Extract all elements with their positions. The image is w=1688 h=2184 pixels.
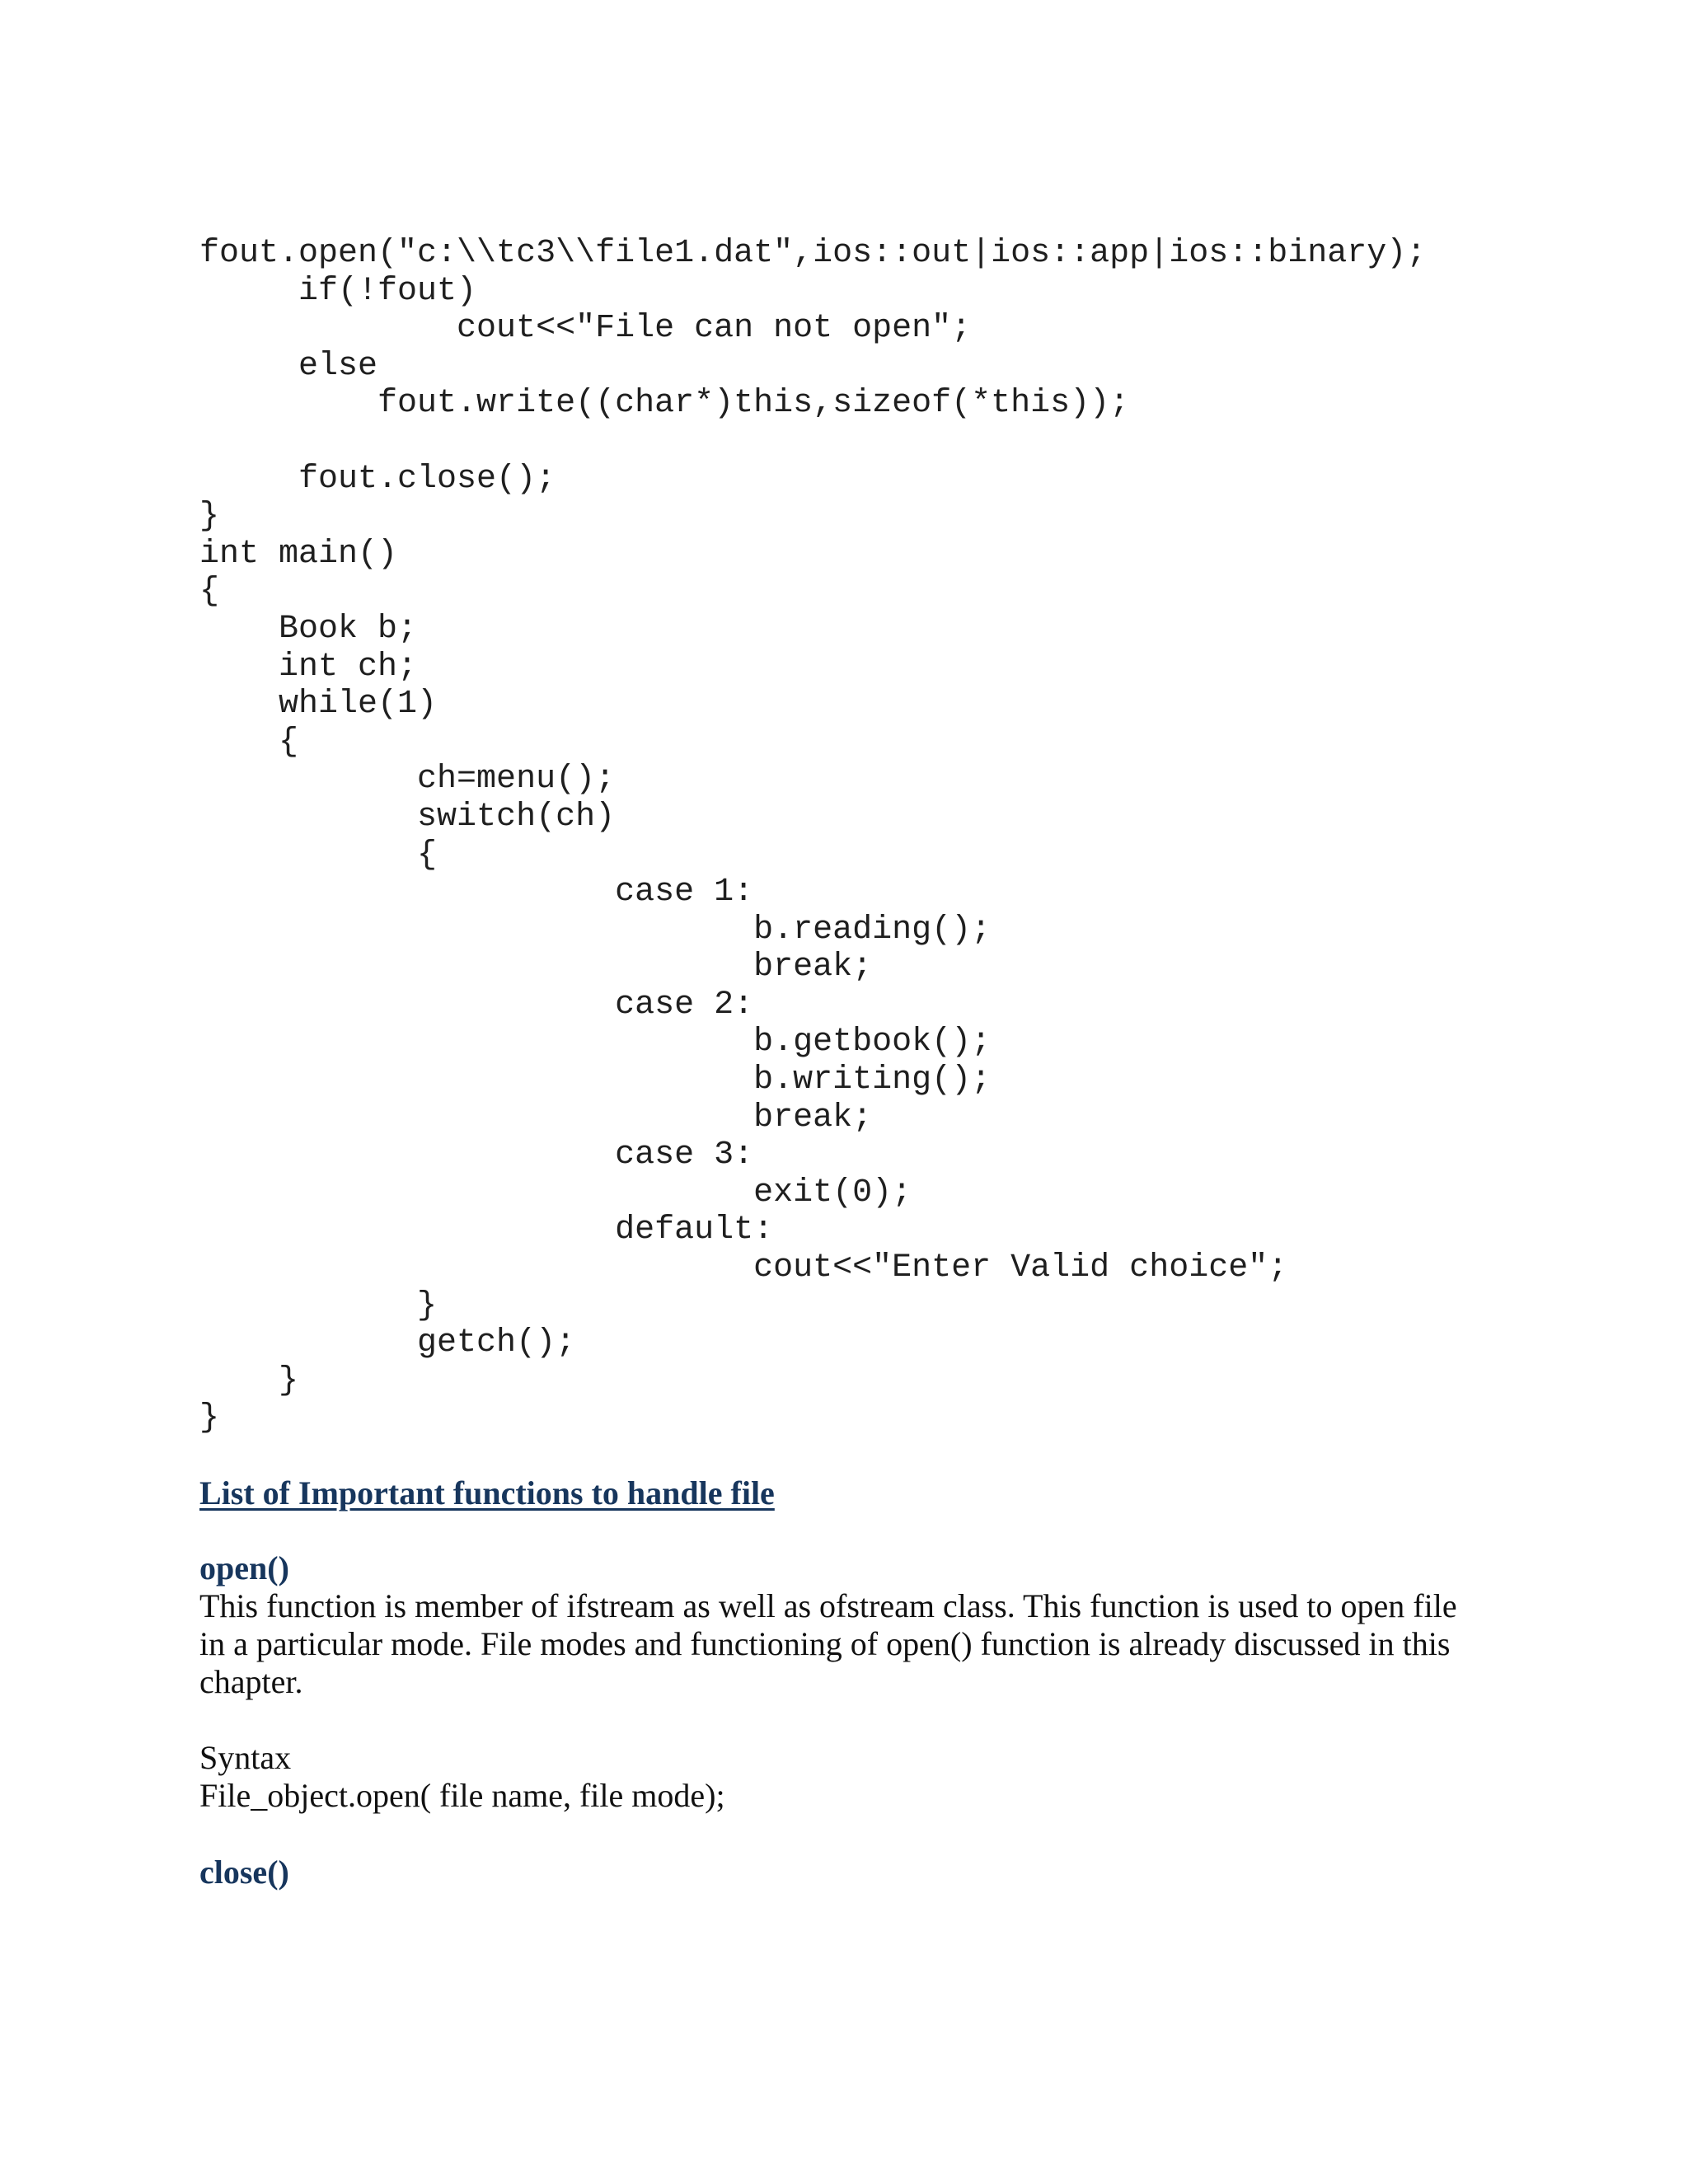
code-line: switch(ch) [199, 798, 616, 836]
code-line: case 3: [199, 1137, 754, 1174]
code-line: { [199, 723, 299, 761]
code-line: int main() [199, 535, 398, 573]
code-line: b.writing(); [199, 1062, 992, 1099]
code-line: { [199, 573, 220, 611]
code-line: } [199, 1399, 220, 1437]
code-line: b.reading(); [199, 911, 992, 949]
code-block [199, 235, 1426, 1437]
code-line: } [199, 1361, 299, 1399]
code-line: getch(); [199, 1324, 576, 1362]
code-line: fout.open("c:\\tc3\\file1.dat",ios::out|ios::app|ios::binary); [199, 235, 1427, 272]
code-line: } [199, 1286, 438, 1324]
close-function-title: close() [199, 1854, 289, 1891]
code-line: break; [199, 949, 873, 987]
section-heading: List of Important functions to handle file [199, 1474, 775, 1511]
syntax-label: Syntax [199, 1739, 292, 1776]
code-line: case 1: [199, 874, 754, 912]
code-line: cout<<"Enter Valid choice"; [199, 1249, 1288, 1287]
code-line: if(!fout) [199, 272, 477, 310]
code-line: while(1) [199, 686, 438, 724]
code-line: fout.write((char*)this,sizeof(*this)); [199, 385, 1130, 423]
open-function-description: This function is member of ifstream as well as ofstream class. This function is used to open file in a particular mode. File modes and functioning of open() function is already discussed in this chapter. [199, 1587, 1457, 1700]
code-line: cout<<"File can not open"; [199, 310, 972, 348]
code-line: Book b; [199, 610, 418, 648]
open-function-title: open() [199, 1549, 289, 1586]
code-line: fout.close(); [199, 460, 556, 498]
code-line: else [199, 347, 378, 385]
code-line: break; [199, 1099, 873, 1137]
code-line: { [199, 836, 438, 874]
code-line: case 2: [199, 986, 754, 1024]
code-line: } [199, 498, 220, 536]
code-line: exit(0); [199, 1174, 912, 1212]
code-line: b.getbook(); [199, 1024, 992, 1062]
code-line: default: [199, 1212, 774, 1249]
code-line: int ch; [199, 648, 418, 686]
code-line: ch=menu(); [199, 761, 616, 799]
code-line [199, 423, 1426, 461]
syntax-text: File_object.open( file name, file mode); [199, 1777, 725, 1814]
